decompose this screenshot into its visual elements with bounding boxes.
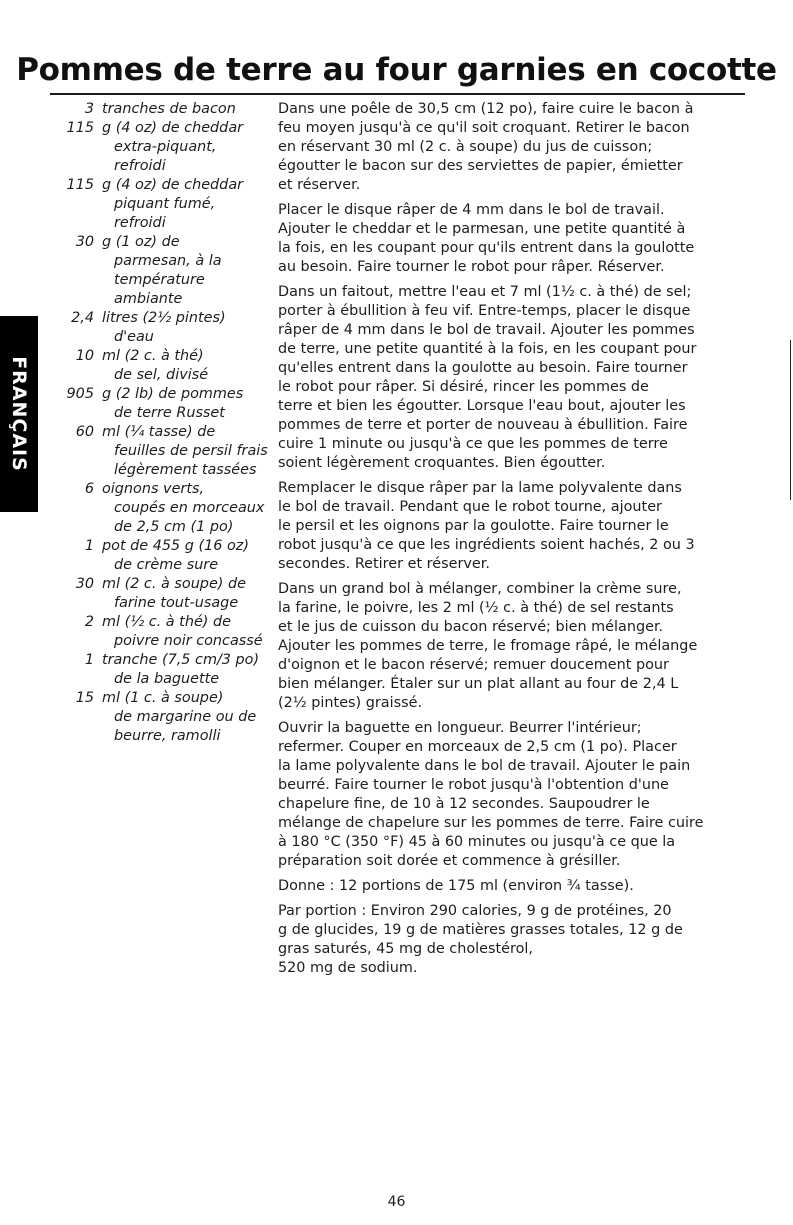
method-line: bien mélanger. Étaler sur un plat allant au four de 2,4 L xyxy=(278,676,679,692)
ingredient-line: piquant fumé, xyxy=(114,196,216,212)
ingredient-line: coupés en morceaux xyxy=(114,500,265,516)
ingredient-line: d'eau xyxy=(114,329,154,345)
method-line: g de glucides, 19 g de matières grasses totales, 12 g de xyxy=(278,922,683,938)
method-line: d'oignon et le bacon réservé; remuer doucement pour xyxy=(278,657,669,673)
method-line: 520 mg de sodium. xyxy=(278,960,418,976)
method-line: refermer. Couper en morceaux de 2,5 cm (1 po). Placer xyxy=(278,739,677,755)
ingredient-item xyxy=(50,651,275,689)
page-edge-mark xyxy=(790,340,791,500)
ingredient-line: beurre, ramolli xyxy=(114,728,221,744)
ingredient-item xyxy=(50,689,275,746)
method-line: Dans une poêle de 30,5 cm (12 po), faire cuire le bacon à xyxy=(278,101,694,117)
method-line: chapelure fine, de 10 à 12 secondes. Saupoudrer le xyxy=(278,796,650,812)
ingredient-desc xyxy=(102,100,275,119)
method-line: et réserver. xyxy=(278,177,361,193)
ingredient-line: pot de 455 g (16 oz) xyxy=(102,538,249,554)
ingredient-desc xyxy=(102,689,275,746)
method-line: feu moyen jusqu'à ce qu'il soit croquant. Retirer le bacon xyxy=(278,120,690,136)
method-line: le bol de travail. Pendant que le robot tourne, ajouter xyxy=(278,499,662,515)
method-line: secondes. Retirer et réserver. xyxy=(278,556,490,572)
ingredient-item xyxy=(50,480,275,537)
ingredient-line: tranches de bacon xyxy=(102,101,236,117)
ingredient-desc xyxy=(102,347,275,385)
method-line: cuire 1 minute ou jusqu'à ce que les pommes de terre xyxy=(278,436,668,452)
language-tab xyxy=(0,316,38,512)
method-paragraph xyxy=(278,580,742,713)
method-line: râper de 4 mm dans le bol de travail. Ajouter les pommes xyxy=(278,322,695,338)
ingredient-line: ml (2 c. à soupe) de xyxy=(102,576,246,592)
ingredient-desc xyxy=(102,613,275,651)
ingredient-item xyxy=(50,385,275,423)
ingredient-line: ambiante xyxy=(114,291,183,307)
ingredient-qty: 2 xyxy=(84,614,94,630)
ingredient-qty: 10 xyxy=(75,348,94,364)
method-line: à 180 °C (350 °F) 45 à 60 minutes ou jusqu'à ce que la xyxy=(278,834,676,850)
ingredient-desc xyxy=(102,575,275,613)
ingredient-desc xyxy=(102,233,275,309)
ingredients-list xyxy=(50,100,275,746)
method-line: préparation soit dorée et commence à grésiller. xyxy=(278,853,621,869)
ingredient-line: ml (2 c. à thé) xyxy=(102,348,204,364)
method-line: Ajouter le cheddar et le parmesan, une petite quantité à xyxy=(278,221,686,237)
ingredient-desc xyxy=(102,119,275,176)
method-line: égoutter le bacon sur des serviettes de papier, émietter xyxy=(278,158,683,174)
ingredient-item xyxy=(50,309,275,347)
method-line: la farine, le poivre, les 2 ml (½ c. à thé) de sel restants xyxy=(278,600,674,616)
method-line: qu'elles entrent dans la goulotte au besoin. Faire tourner xyxy=(278,360,688,376)
ingredient-line: g (1 oz) de xyxy=(102,234,180,250)
ingredient-line: de crème sure xyxy=(114,557,219,573)
method-text xyxy=(278,100,742,984)
title-rule xyxy=(50,93,745,95)
method-line: (2½ pintes) graissé. xyxy=(278,695,423,711)
ingredient-line: extra-piquant, xyxy=(114,139,217,155)
method-paragraph xyxy=(278,201,742,277)
ingredient-qty: 115 xyxy=(66,177,94,193)
ingredient-item xyxy=(50,575,275,613)
ingredient-qty: 30 xyxy=(75,576,94,592)
ingredient-line: refroidi xyxy=(114,215,166,231)
ingredient-item xyxy=(50,537,275,575)
method-line: Par portion : Environ 290 calories, 9 g de protéines, 20 xyxy=(278,903,672,919)
ingredient-line: farine tout-usage xyxy=(114,595,239,611)
ingredient-qty: 60 xyxy=(75,424,94,440)
method-line: en réservant 30 ml (2 c. à soupe) du jus de cuisson; xyxy=(278,139,653,155)
method-line: Remplacer le disque râper par la lame polyvalente dans xyxy=(278,480,682,496)
ingredient-line: g (2 lb) de pommes xyxy=(102,386,244,402)
method-paragraph xyxy=(278,283,742,473)
method-line: terre et bien les égoutter. Lorsque l'eau bout, ajouter les xyxy=(278,398,686,414)
ingredient-line: feuilles de persil frais xyxy=(114,443,268,459)
method-line: mélange de chapelure sur les pommes de terre. Faire cuire xyxy=(278,815,704,831)
method-line: Dans un faitout, mettre l'eau et 7 ml (1½ c. à thé) de sel; xyxy=(278,284,692,300)
language-tab-label: FRANÇAIS xyxy=(8,356,30,472)
method-line: pommes de terre et porter de nouveau à ébullition. Faire xyxy=(278,417,688,433)
method-paragraph xyxy=(278,902,742,978)
ingredient-line: de 2,5 cm (1 po) xyxy=(114,519,234,535)
page-number: 46 xyxy=(387,1194,406,1210)
method-line: de terre, une petite quantité à la fois, en les coupant pour xyxy=(278,341,697,357)
ingredient-item xyxy=(50,233,275,309)
ingredient-desc xyxy=(102,651,275,689)
method-line: le robot pour râper. Si désiré, rincer les pommes de xyxy=(278,379,649,395)
method-line: gras saturés, 45 mg de cholestérol, xyxy=(278,941,533,957)
ingredient-qty: 115 xyxy=(66,120,94,136)
method-line: robot jusqu'à ce que les ingrédients soient hachés, 2 ou 3 xyxy=(278,537,695,553)
ingredient-desc xyxy=(102,176,275,233)
method-paragraph xyxy=(278,877,742,896)
method-line: la fois, en les coupant pour qu'ils entrent dans la goulotte xyxy=(278,240,695,256)
ingredient-item xyxy=(50,613,275,651)
ingredient-line: de sel, divisé xyxy=(114,367,209,383)
method-line: Dans un grand bol à mélanger, combiner la crème sure, xyxy=(278,581,682,597)
ingredient-line: de terre Russet xyxy=(114,405,225,421)
method-line: au besoin. Faire tourner le robot pour râper. Réserver. xyxy=(278,259,665,275)
method-line: porter à ébullition à feu vif. Entre-temps, placer le disque xyxy=(278,303,691,319)
method-line: soient légèrement croquantes. Bien égoutter. xyxy=(278,455,606,471)
ingredient-line: légèrement tassées xyxy=(114,462,257,478)
page-title: Pommes de terre au four garnies en cocotte xyxy=(16,52,777,88)
ingredient-line: ml (1 c. à soupe) xyxy=(102,690,224,706)
ingredient-item xyxy=(50,423,275,480)
ingredient-line: température xyxy=(114,272,205,288)
method-line: le persil et les oignons par la goulotte. Faire tourner le xyxy=(278,518,669,534)
ingredient-qty: 1 xyxy=(84,538,94,554)
method-line: et le jus de cuisson du bacon réservé; bien mélanger. xyxy=(278,619,664,635)
ingredient-item xyxy=(50,176,275,233)
ingredient-desc xyxy=(102,309,275,347)
ingredient-line: de la baguette xyxy=(114,671,220,687)
ingredient-line: refroidi xyxy=(114,158,166,174)
ingredient-desc xyxy=(102,480,275,537)
ingredient-item xyxy=(50,119,275,176)
method-paragraph xyxy=(278,479,742,574)
ingredient-qty: 15 xyxy=(75,690,94,706)
method-line: Donne : 12 portions de 175 ml (environ ¾ tasse). xyxy=(278,878,634,894)
ingredient-qty: 2,4 xyxy=(71,310,94,326)
ingredient-qty: 1 xyxy=(84,652,94,668)
method-line: Placer le disque râper de 4 mm dans le bol de travail. xyxy=(278,202,665,218)
ingredient-line: g (4 oz) de cheddar xyxy=(102,177,244,193)
ingredient-line: oignons verts, xyxy=(102,481,205,497)
ingredient-qty: 3 xyxy=(84,101,94,117)
ingredient-line: poivre noir concassé xyxy=(114,633,263,649)
ingredient-desc xyxy=(102,385,275,423)
ingredient-line: de margarine ou de xyxy=(114,709,257,725)
method-line: Ouvrir la baguette en longueur. Beurrer l'intérieur; xyxy=(278,720,642,736)
ingredient-item xyxy=(50,347,275,385)
ingredient-line: g (4 oz) de cheddar xyxy=(102,120,244,136)
ingredient-line: parmesan, à la xyxy=(114,253,222,269)
ingredient-qty: 30 xyxy=(75,234,94,250)
ingredient-line: tranche (7,5 cm/3 po) xyxy=(102,652,260,668)
method-paragraph xyxy=(278,719,742,871)
ingredient-item xyxy=(50,100,275,119)
ingredient-desc xyxy=(102,537,275,575)
ingredient-desc xyxy=(102,423,275,480)
ingredient-line: ml (¼ tasse) de xyxy=(102,424,216,440)
ingredient-line: litres (2½ pintes) xyxy=(102,310,226,326)
method-line: beurré. Faire tourner le robot jusqu'à l'obtention d'une xyxy=(278,777,669,793)
method-line: Ajouter les pommes de terre, le fromage râpé, le mélange xyxy=(278,638,698,654)
ingredient-line: ml (½ c. à thé) de xyxy=(102,614,231,630)
method-line: la lame polyvalente dans le bol de travail. Ajouter le pain xyxy=(278,758,691,774)
ingredient-qty: 905 xyxy=(66,386,94,402)
ingredient-qty: 6 xyxy=(84,481,94,497)
method-paragraph xyxy=(278,100,742,195)
